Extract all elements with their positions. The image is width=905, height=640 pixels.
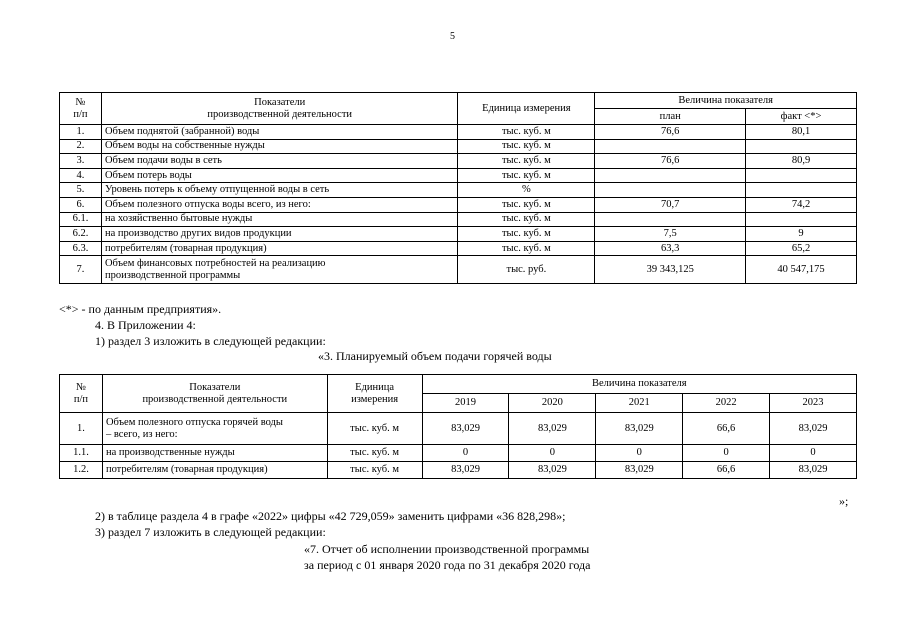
row-value: 0 xyxy=(770,445,857,462)
row-num: 6.3. xyxy=(60,241,102,256)
row-value: 0 xyxy=(683,445,770,462)
header-indicators: Показатели производственной деятельности xyxy=(102,375,327,413)
header-value: Величина показателя xyxy=(595,93,857,109)
table-row xyxy=(60,183,857,198)
row-fact: 80,1 xyxy=(746,125,857,140)
row-plan xyxy=(595,183,746,198)
paragraph-2: 2) в таблице раздела 4 в графе «2022» цифры «42 729,059» заменить цифрами «36 828,298»; xyxy=(95,509,566,523)
row-value: 83,029 xyxy=(596,413,683,445)
row-name: Объем полезного отпуска горячей воды – всего, из него: xyxy=(102,413,327,445)
water-indicators-table xyxy=(59,92,857,284)
table-row xyxy=(60,154,857,169)
row-unit: тыс. куб. м xyxy=(327,462,422,479)
row-plan: 76,6 xyxy=(595,154,746,169)
row-value: 83,029 xyxy=(596,462,683,479)
table-row xyxy=(60,139,857,154)
row-num: 6. xyxy=(60,197,102,212)
row-fact: 40 547,175 xyxy=(746,256,857,284)
row-value: 83,029 xyxy=(770,462,857,479)
row-plan xyxy=(595,168,746,183)
row-name: Объем финансовых потребностей на реализацию производственной программы xyxy=(101,256,458,284)
header-plan: план xyxy=(595,109,746,125)
header-unit: Единица измерения xyxy=(458,93,595,125)
table-row xyxy=(60,413,857,445)
header-num: № п/п xyxy=(60,93,102,125)
table-row xyxy=(60,197,857,212)
row-name: Объем полезного отпуска воды всего, из него: xyxy=(101,197,458,212)
row-fact: 9 xyxy=(746,227,857,242)
row-unit: тыс. куб. м xyxy=(458,227,595,242)
closing-quote: »; xyxy=(839,494,849,508)
row-num: 1.1. xyxy=(60,445,103,462)
section-3-title: «3. Планируемый объем подачи горячей воды xyxy=(318,349,552,363)
row-num: 6.1. xyxy=(60,212,102,227)
row-plan xyxy=(595,139,746,154)
header-fact: факт <*> xyxy=(746,109,857,125)
table-row xyxy=(60,125,857,140)
table-row xyxy=(60,168,857,183)
row-value: 83,029 xyxy=(509,462,596,479)
table-row xyxy=(60,227,857,242)
row-value: 0 xyxy=(509,445,596,462)
row-fact xyxy=(746,168,857,183)
row-name: потребителям (товарная продукция) xyxy=(102,462,327,479)
table-row xyxy=(60,212,857,227)
row-name: на производственные нужды xyxy=(102,445,327,462)
row-name: Объем подачи воды в сеть xyxy=(101,154,458,169)
table-row xyxy=(60,445,857,462)
table-row xyxy=(60,462,857,479)
row-unit: тыс. руб. xyxy=(458,256,595,284)
row-unit: тыс. куб. м xyxy=(458,139,595,154)
row-unit: тыс. куб. м xyxy=(327,413,422,445)
row-num: 3. xyxy=(60,154,102,169)
section-7-title-line-2: за период с 01 января 2020 года по 31 декабря 2020 года xyxy=(304,558,591,572)
row-name: Объем воды на собственные нужды xyxy=(101,139,458,154)
header-indicators: Показатели производственной деятельности xyxy=(101,93,458,125)
row-plan: 63,3 xyxy=(595,241,746,256)
row-name: потребителям (товарная продукция) xyxy=(101,241,458,256)
hot-water-table xyxy=(59,374,857,479)
header-year: 2022 xyxy=(683,394,770,413)
row-unit: тыс. куб. м xyxy=(458,125,595,140)
row-unit: тыс. куб. м xyxy=(327,445,422,462)
row-plan: 70,7 xyxy=(595,197,746,212)
row-num: 1. xyxy=(60,413,103,445)
row-plan: 7,5 xyxy=(595,227,746,242)
row-name: Объем потерь воды xyxy=(101,168,458,183)
row-unit: тыс. куб. м xyxy=(458,212,595,227)
row-fact: 74,2 xyxy=(746,197,857,212)
row-unit: тыс. куб. м xyxy=(458,241,595,256)
row-fact xyxy=(746,212,857,227)
paragraph-4: 4. В Приложении 4: xyxy=(95,318,196,332)
header-year: 2020 xyxy=(509,394,596,413)
row-fact: 80,9 xyxy=(746,154,857,169)
row-fact: 65,2 xyxy=(746,241,857,256)
row-name: Объем поднятой (забранной) воды xyxy=(101,125,458,140)
row-num: 2. xyxy=(60,139,102,154)
row-value: 83,029 xyxy=(422,413,509,445)
row-value: 66,6 xyxy=(683,413,770,445)
row-name: на хозяйственно бытовые нужды xyxy=(101,212,458,227)
header-year: 2021 xyxy=(596,394,683,413)
row-unit: тыс. куб. м xyxy=(458,197,595,212)
row-value: 0 xyxy=(422,445,509,462)
row-num: 1.2. xyxy=(60,462,103,479)
row-value: 83,029 xyxy=(770,413,857,445)
table-row xyxy=(60,241,857,256)
header-value: Величина показателя xyxy=(422,375,856,394)
row-num: 6.2. xyxy=(60,227,102,242)
row-value: 0 xyxy=(596,445,683,462)
row-unit: % xyxy=(458,183,595,198)
header-year: 2023 xyxy=(770,394,857,413)
row-fact xyxy=(746,139,857,154)
header-num: № п/п xyxy=(60,375,103,413)
paragraph-3: 3) раздел 7 изложить в следующей редакции: xyxy=(95,525,326,539)
row-num: 7. xyxy=(60,256,102,284)
row-unit: тыс. куб. м xyxy=(458,154,595,169)
row-plan xyxy=(595,212,746,227)
row-name: на производство других видов продукции xyxy=(101,227,458,242)
row-fact xyxy=(746,183,857,198)
header-unit: Единица измерения xyxy=(327,375,422,413)
row-value: 83,029 xyxy=(422,462,509,479)
row-plan: 39 343,125 xyxy=(595,256,746,284)
row-unit: тыс. куб. м xyxy=(458,168,595,183)
row-num: 5. xyxy=(60,183,102,198)
row-num: 1. xyxy=(60,125,102,140)
paragraph-4-1: 1) раздел 3 изложить в следующей редакции: xyxy=(95,334,326,348)
row-plan: 76,6 xyxy=(595,125,746,140)
header-year: 2019 xyxy=(422,394,509,413)
row-value: 66,6 xyxy=(683,462,770,479)
footnote: <*> - по данным предприятия». xyxy=(59,302,222,316)
row-value: 83,029 xyxy=(509,413,596,445)
table-row xyxy=(60,256,857,284)
row-name: Уровень потерь к объему отпущенной воды в сеть xyxy=(101,183,458,198)
row-num: 4. xyxy=(60,168,102,183)
section-7-title-line-1: «7. Отчет об исполнении производственной программы xyxy=(304,542,590,556)
page-number: 5 xyxy=(450,31,455,42)
